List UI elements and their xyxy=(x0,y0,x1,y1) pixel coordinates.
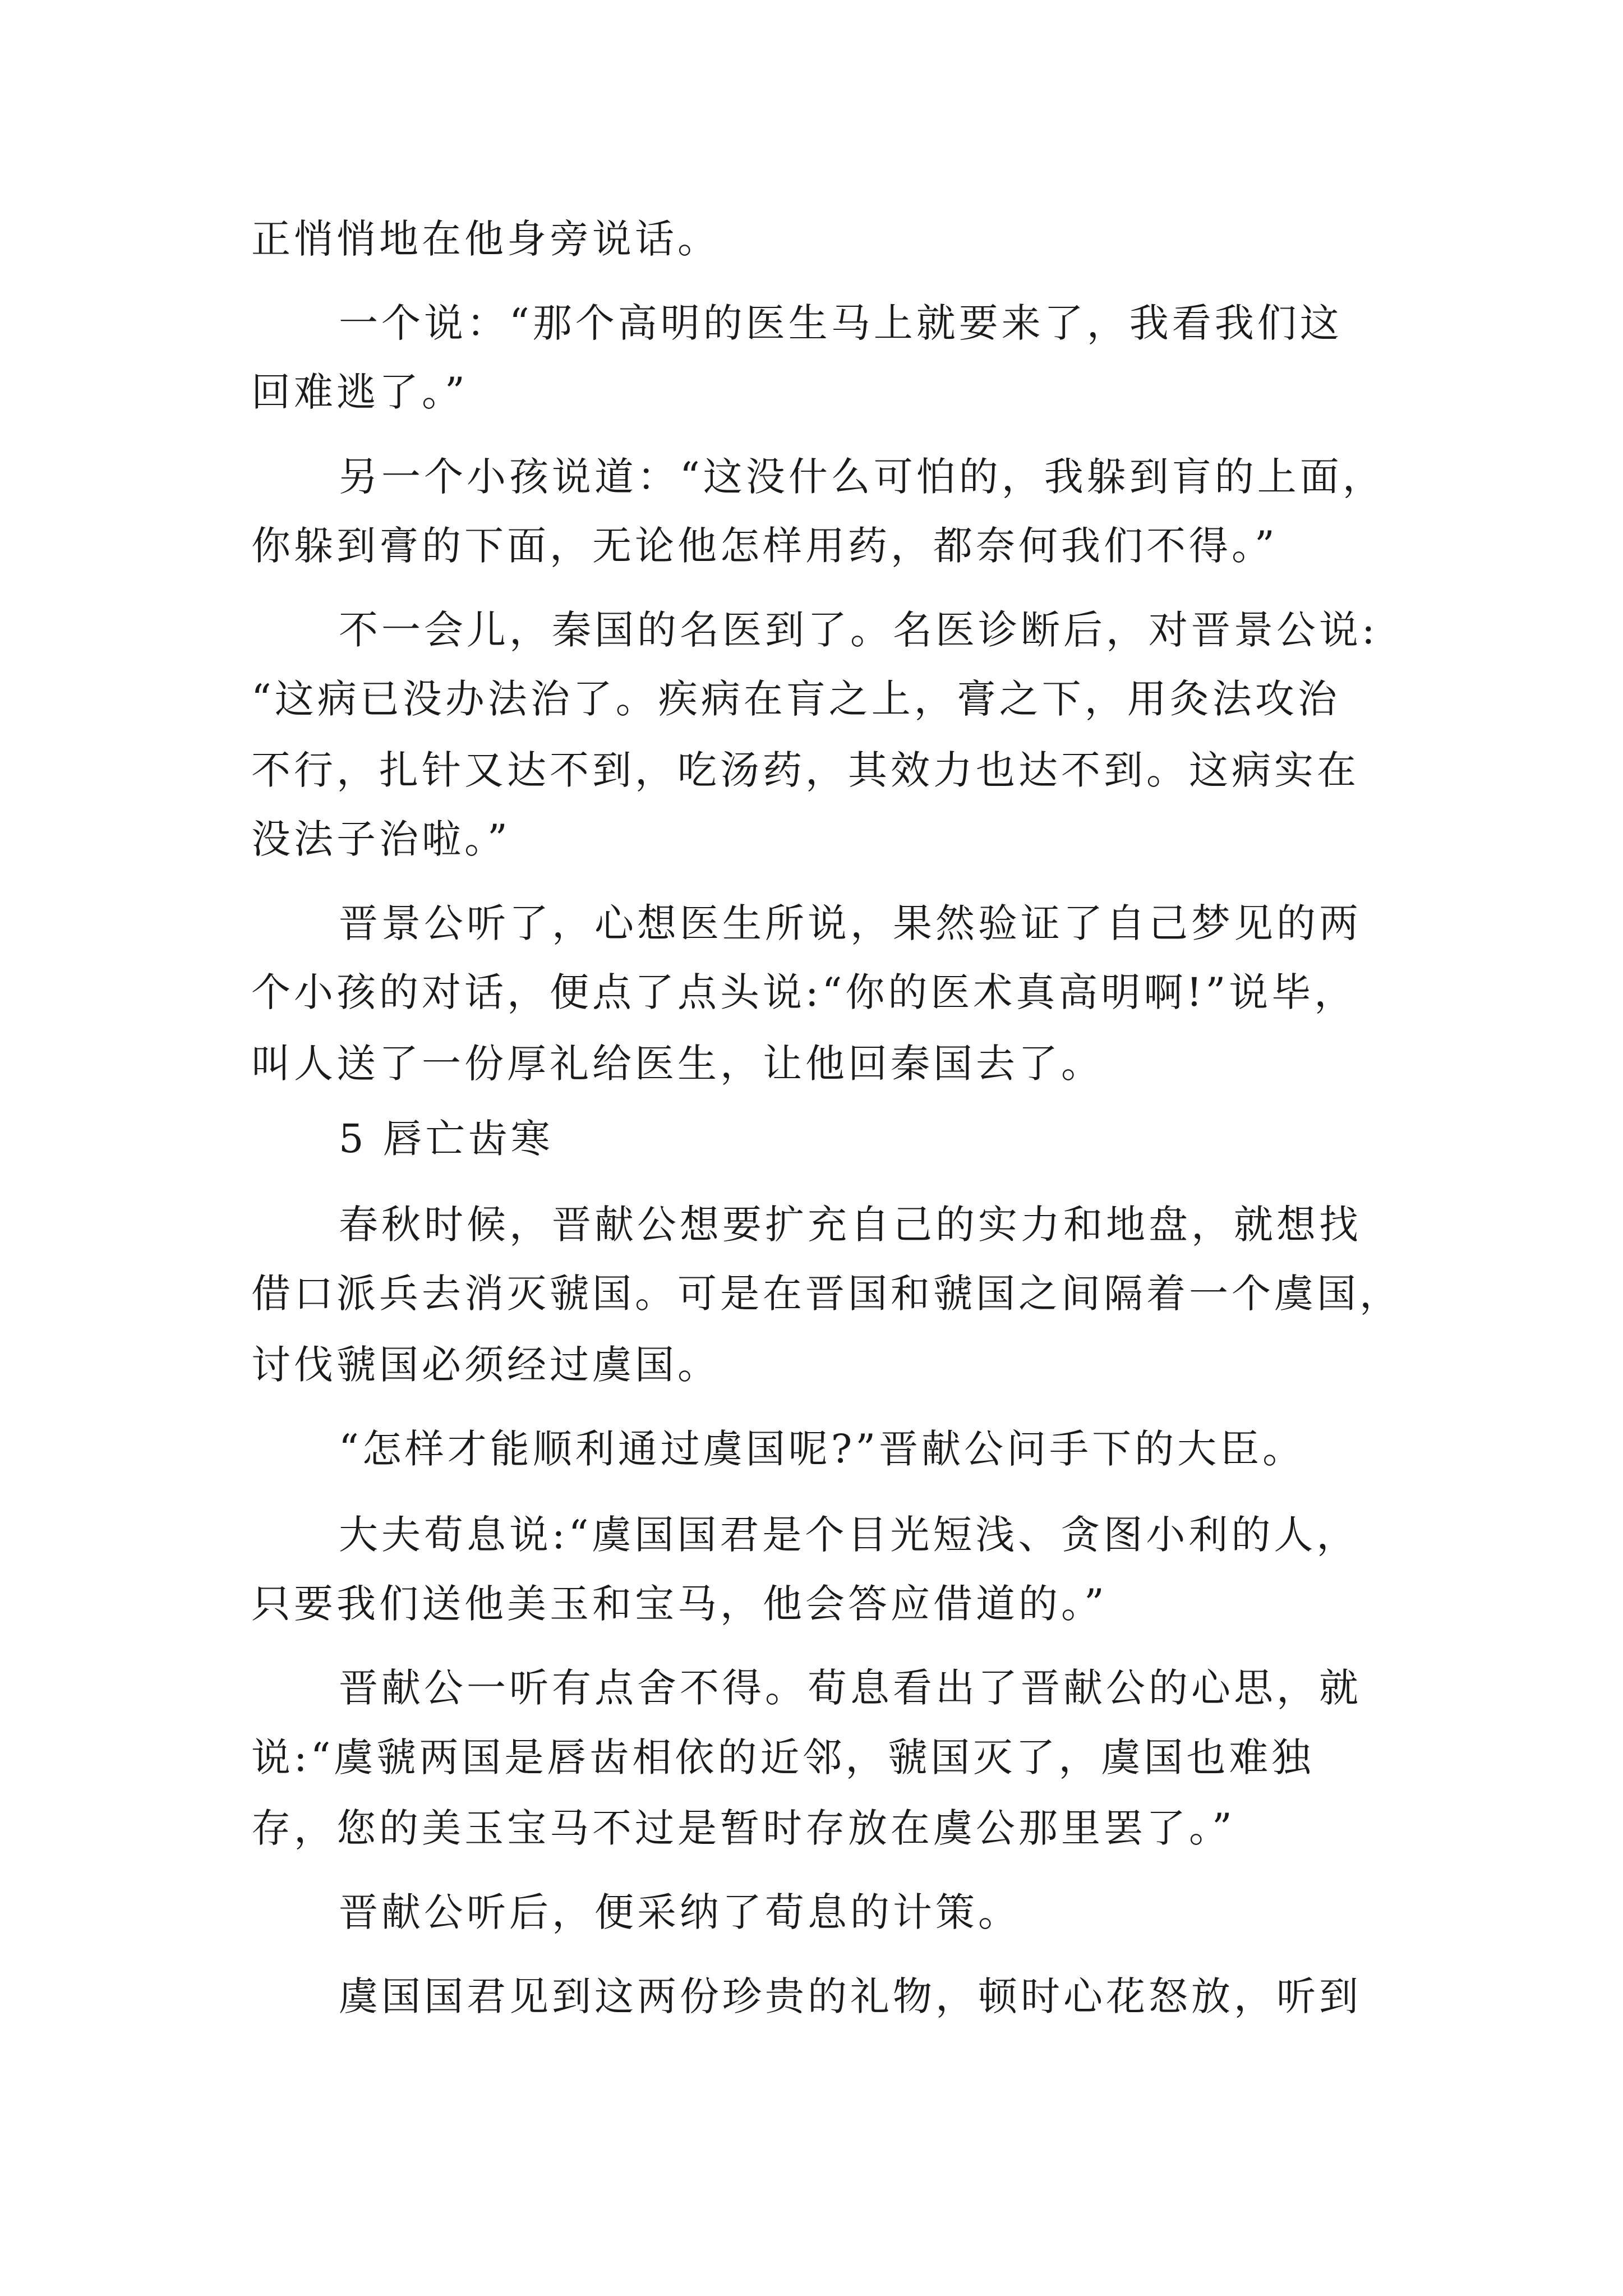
text-line: 晋献公听后，便采纳了荀息的计策。 xyxy=(339,1889,1021,1935)
text-line: 讨伐虢国必须经过虞国。 xyxy=(251,1342,720,1388)
text-line: 大夫荀息说:“虞国国君是个目光短浅、贪图小利的人， xyxy=(339,1512,1359,1558)
text-line: 没法子治啦。” xyxy=(251,816,511,862)
text-line: 你躲到膏的下面，无论他怎样用药，都奈何我们不得。” xyxy=(251,523,1278,569)
text-line: 只要我们送他美玉和宝马，他会答应借道的。” xyxy=(251,1581,1108,1627)
text-line: 借口派兵去消灭虢国。可是在晋国和虢国之间隔着一个虞国， xyxy=(251,1271,1402,1317)
text-line: 叫人送了一份厚礼给医生，让他回秦国去了。 xyxy=(251,1041,1104,1087)
text-line: 不行，扎针又达不到，吃汤药，其效力也达不到。这病实在 xyxy=(251,747,1359,793)
text-line: “怎样才能顺利通过虞国呢?”晋献公问手下的大臣。 xyxy=(339,1426,1306,1472)
text-line: 一个说：“那个高明的医生马上就要来了，我看我们这 xyxy=(339,300,1343,346)
text-line: 存，您的美玉宝马不过是暂时存放在虞公那里罢了。” xyxy=(251,1805,1235,1851)
section-heading: 5 唇亡齿寒 xyxy=(339,1116,554,1162)
text-line: 另一个小孩说道：“这没什么可怕的，我躲到肓的上面， xyxy=(339,454,1385,500)
text-line: 不一会儿，秦国的名医到了。名医诊断后，对晋景公说: xyxy=(339,607,1378,653)
text-line: 个小孩的对话，便点了点头说:“你的医术真高明啊!”说毕， xyxy=(251,969,1357,1015)
text-line: 晋景公听了，心想医生所说，果然验证了自己梦见的两 xyxy=(339,900,1362,946)
text-line: 回难逃了。” xyxy=(251,369,468,415)
text-line: 正悄悄地在他身旁说话。 xyxy=(251,216,720,262)
text-line: “这病已没办法治了。疾病在肓之上，膏之下，用灸法攻治 xyxy=(251,676,1340,722)
text-line: 春秋时候，晋献公想要扩充自己的实力和地盘，就想找 xyxy=(339,1202,1362,1248)
text-line: 说:“虞虢两国是唇齿相依的近邻，虢国灭了，虞国也难独 xyxy=(251,1734,1315,1780)
text-line: 晋献公一听有点舍不得。荀息看出了晋献公的心思，就 xyxy=(339,1665,1362,1711)
text-line: 虞国国君见到这两份珍贵的礼物，顿时心花怒放，听到 xyxy=(339,1973,1362,2019)
